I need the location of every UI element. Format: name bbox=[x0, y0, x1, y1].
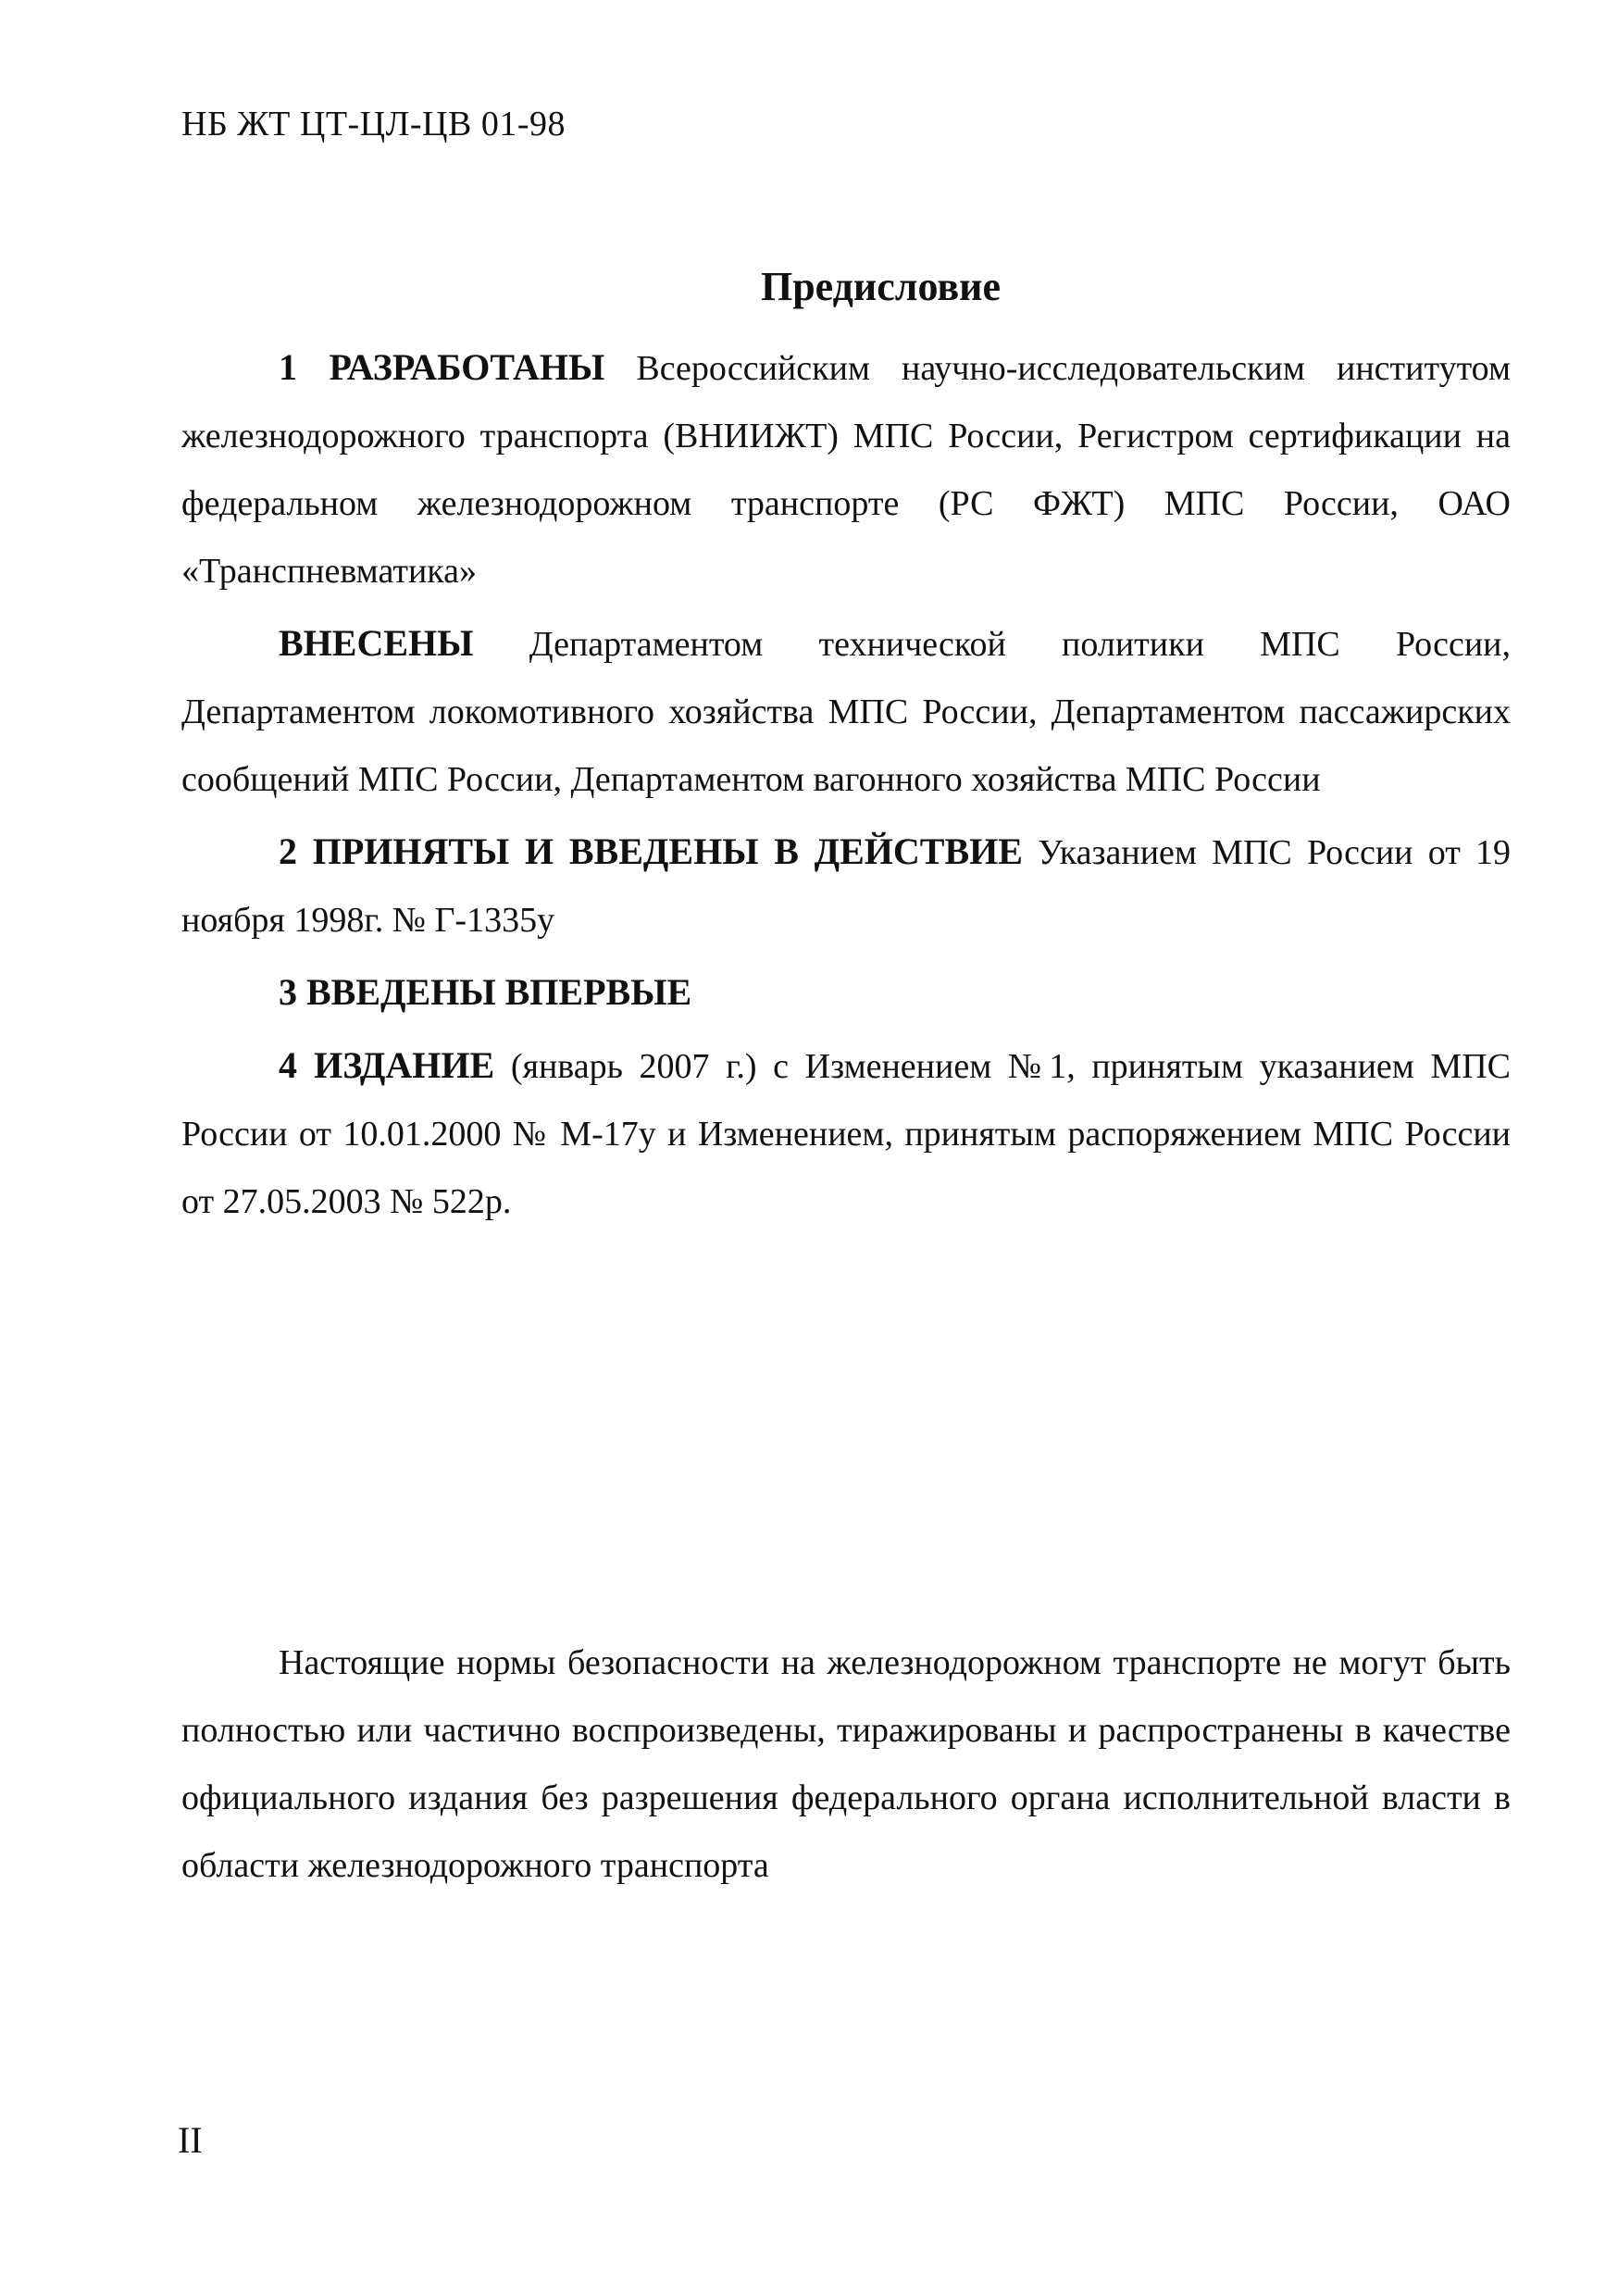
copyright-notice-text: Настоящие нормы безопасности на железнодорожном транспорте не могут быть полностью или частично воспроизведены, тиражированы и распространены в качестве официального издания без разрешения федерального органа исполнительной власти в области железнодорожного транспорта bbox=[181, 1643, 1511, 1885]
document-code: НБ ЖТ ЦТ-ЦЛ-ЦВ 01-98 bbox=[181, 105, 566, 144]
page-number: II bbox=[178, 2119, 203, 2161]
copyright-notice bbox=[181, 1629, 1511, 1900]
preface-item-submitted-lead: ВНЕСЕНЫ bbox=[279, 622, 474, 664]
preface-item-submitted bbox=[181, 609, 1511, 814]
preface-item-edition-lead: 4 ИЗДАНИЕ bbox=[279, 1044, 495, 1086]
preface-item-adopted bbox=[181, 817, 1511, 955]
preface-item-developed bbox=[181, 333, 1511, 605]
preface-item-adopted-lead: 2 ПРИНЯТЫ И ВВЕДЕНЫ В ДЕЙСТВИЕ bbox=[279, 830, 1023, 872]
preface-item-first-introduced-lead: 3 ВВЕДЕНЫ ВПЕРВЫЕ bbox=[279, 971, 692, 1013]
page-title: Предисловие bbox=[760, 264, 1001, 309]
preface-item-developed-lead: 1 РАЗРАБОТАНЫ bbox=[279, 346, 605, 388]
preface-item-edition-text: (январь 2007 г.) с Изменением №1, принятым указанием МПС России от 10.01.2000 № М-17у и Изменением, принятым распоряжением МПС России от 27.05.2003 № 522р. bbox=[181, 1047, 1511, 1221]
preface-section bbox=[181, 333, 1511, 1240]
preface-item-first-introduced bbox=[181, 958, 1511, 1028]
preface-item-adopted-text: Указанием МПС России от 19 ноября 1998г. № Г-1335у bbox=[181, 833, 1512, 940]
preface-item-submitted-text: Департаментом технической политики МПС России, Департаментом локомотивного хозяйства МПС России, Департаментом пассажирских сообщений МПС России, Департаментом вагонного хозяйства МПС России bbox=[181, 625, 1512, 799]
preface-item-edition bbox=[181, 1031, 1511, 1236]
preface-item-developed-text: Всероссийским научно-исследовательским институтом железнодорожного транспорта (ВНИИЖТ) МПС России, Регистром сертификации на федеральном железнодорожном транспорте (РС ФЖТ) МПС России, ОАО «Транспневматика» bbox=[181, 349, 1511, 591]
